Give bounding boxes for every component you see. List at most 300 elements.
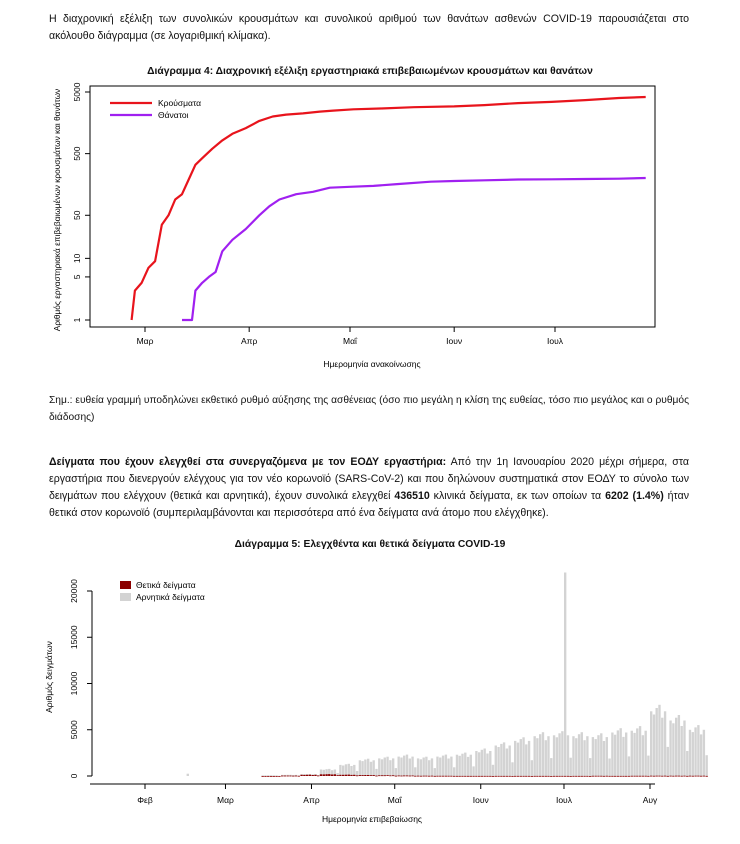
chart5-bar-positive (431, 776, 433, 777)
chart5-bar-negative (511, 762, 513, 776)
chart5-bar-positive (328, 774, 330, 776)
chart5-bar-positive (350, 775, 352, 776)
chart5-bar-negative (545, 740, 547, 776)
chart5-bar-positive (406, 776, 408, 777)
chart5-bar-negative (359, 760, 361, 776)
chart5-bar-positive (273, 776, 275, 777)
chart5-bar-negative (581, 732, 583, 776)
chart5-bar-positive (647, 776, 649, 777)
chart5-bar-positive (536, 776, 538, 777)
samples-total: 436510 (394, 490, 430, 502)
chart5-bar-positive (478, 776, 480, 777)
chart4-x-tick-label: Ιουλ (547, 336, 563, 346)
chart5-bar-negative (661, 718, 663, 776)
chart5-bar-positive (339, 775, 341, 776)
chart5-bar-negative (339, 765, 341, 776)
chart5-bar-negative (689, 730, 691, 776)
chart5-bar-positive (636, 776, 638, 777)
chart5-bar-positive (492, 776, 494, 777)
chart5-bar-negative (445, 755, 447, 776)
chart5-bar-positive (522, 776, 524, 777)
chart5-bar-negative (406, 755, 408, 776)
chart5-bar-positive (270, 776, 272, 777)
chart5-bar-negative (461, 754, 463, 776)
chart5-bar-negative (398, 757, 400, 776)
chart5-bar-negative (439, 758, 441, 777)
chart5-bar-positive (373, 775, 375, 776)
chart5-bar-positive (550, 776, 552, 777)
chart5-bar-negative (478, 752, 480, 776)
chart5-bar-negative (669, 721, 671, 777)
chart5-bar-positive (642, 776, 644, 777)
chart5-bar-negative (595, 739, 597, 776)
chart5-bar-negative (583, 740, 585, 776)
chart5-bar-negative (400, 758, 402, 777)
chart5-bar-negative (631, 731, 633, 776)
chart5-bar-positive (403, 776, 405, 777)
chart5-bar-negative (645, 731, 647, 776)
chart4-legend-label-1: Θάνατοι (158, 110, 189, 120)
chart5-bar-positive (312, 775, 314, 776)
chart5-bar-negative (611, 733, 613, 777)
chart5-bar-positive (386, 775, 388, 776)
chart5-bar-negative (667, 747, 669, 776)
chart5-bar-negative (547, 736, 549, 776)
chart5-bar-negative (395, 768, 397, 776)
chart5-bar-negative (273, 775, 275, 776)
chart5-bar-negative (386, 757, 388, 776)
chart5-bar-positive (572, 776, 574, 777)
chart5-bar-negative (459, 756, 461, 776)
chart5-bar-positive (481, 776, 483, 777)
chart5-bar-positive (575, 776, 577, 777)
chart5-bar-positive (314, 775, 316, 776)
chart5-x-tick-label: Απρ (303, 795, 320, 805)
chart5-bar-negative (470, 755, 472, 776)
chart5-bar-positive (450, 776, 452, 777)
chart4-y-axis-label: Αριθμός εργαστηριακά επιβεβαιωμένων κρουσμάτων και θανάτων (52, 88, 62, 332)
chart5-bar-negative (628, 756, 630, 776)
chart5-bar-negative (361, 761, 363, 776)
chart5-bar-positive (686, 776, 688, 777)
chart5-bar-positive (622, 776, 624, 777)
chart5-bar-negative (553, 735, 555, 776)
chart5-bar-negative (575, 738, 577, 776)
chart5-bar-negative (558, 733, 560, 776)
chart5-bar-positive (525, 776, 527, 777)
chart5-bar-positive (287, 776, 289, 777)
chart5-bar-positive (694, 776, 696, 777)
samples-text-c: ήταν θετικά στον κορωνοϊό (συμπεριλαμβάνονται και περισσότερα από ένα δείγματα ανά άτομο που ελέγχθηκε). (49, 490, 689, 519)
chart5-bar-negative (603, 741, 605, 776)
chart5-bar-positive (570, 776, 572, 777)
chart5-bar-negative (500, 744, 502, 776)
chart5-bar-positive (639, 776, 641, 777)
chart5-bar-positive (658, 776, 660, 777)
chart5-bar-negative (686, 751, 688, 776)
chart5-bar-negative (423, 758, 425, 777)
chart5-legend-swatch-positive (120, 581, 131, 589)
chart5-bar-positive (409, 776, 411, 777)
chart5-bar-positive (631, 776, 633, 777)
chart5-bar-positive (370, 775, 372, 776)
chart5-bar-positive (495, 776, 497, 777)
chart5-bar-negative (350, 766, 352, 776)
chart5-bar-positive (581, 776, 583, 777)
chart5-bar-positive (292, 776, 294, 777)
chart5-bar-positive (661, 776, 663, 777)
chart5-bar-positive (681, 776, 683, 777)
chart5-bar-negative (481, 750, 483, 776)
chart5-bar-positive (486, 776, 488, 777)
chart5-bar-negative (370, 762, 372, 776)
chart5-bar-negative (636, 728, 638, 776)
chart5-bar-positive (664, 776, 666, 777)
chart5-bar-positive (589, 776, 591, 777)
chart5-bar-positive (414, 776, 416, 777)
chart5-bar-positive (428, 776, 430, 777)
chart5-bar-negative (492, 765, 494, 776)
chart5-bar-positive (683, 776, 685, 777)
chart5-bar-positive (356, 775, 358, 776)
chart5-bar-positive (434, 776, 436, 777)
chart5-bar-negative (675, 718, 677, 776)
chart5-bar-negative (453, 767, 455, 776)
chart5-bar-positive (592, 776, 594, 777)
chart5-bar-negative (589, 758, 591, 776)
chart5-bar-negative (506, 749, 508, 777)
chart5-bar-positive (334, 774, 336, 776)
chart5-bar-negative (653, 715, 655, 777)
chart5-bar-negative (550, 758, 552, 776)
chart5-bar-negative (353, 765, 355, 776)
chart5-bar-positive (384, 775, 386, 776)
chart5-bar-positive (517, 776, 519, 777)
chart5-bar-negative (614, 735, 616, 776)
chart5-bar-positive (453, 776, 455, 777)
chart5-bar-positive (509, 776, 511, 777)
chart5-bar-negative (525, 744, 527, 776)
chart5-bar-positive (625, 776, 627, 777)
chart5-bar-positive (289, 776, 291, 777)
chart4-y-tick-label: 10 (72, 253, 82, 264)
chart5-bar-negative (475, 751, 477, 776)
chart5-bar-positive (675, 776, 677, 777)
chart5-bar-positive (497, 776, 499, 777)
chart5-bar-negative (539, 734, 541, 776)
chart5-bar-negative (428, 760, 430, 776)
chart5-bar-positive (628, 776, 630, 777)
chart5-y-tick-label: 5000 (69, 720, 79, 740)
chart5-bar-positive (425, 776, 427, 777)
chart5-bar-negative (531, 760, 533, 776)
chart5-y-tick-label: 20000 (69, 579, 79, 603)
chart5-bar-positive (489, 776, 491, 777)
chart5-x-axis-label: Ημερομηνία επιβεβαίωσης (321, 814, 423, 824)
chart5-bar-negative (403, 756, 405, 776)
chart5-bar-negative (642, 735, 644, 776)
chart5-bar-negative (658, 705, 660, 776)
chart5-bar-positive (578, 776, 580, 777)
chart5-bar-positive (645, 776, 647, 777)
chart5-bar-positive (706, 776, 708, 777)
chart4-y-tick-label: 5 (72, 274, 82, 280)
chart5-bar-negative (342, 766, 344, 777)
chart5-bar-negative (436, 757, 438, 776)
chart5-bar-positive (608, 776, 610, 777)
chart5-bar-negative (694, 727, 696, 776)
chart5-bar-negative (378, 758, 380, 776)
chart5-bar-negative (262, 775, 264, 776)
chart5-bar-negative (536, 738, 538, 776)
chart5-bar-negative (425, 757, 427, 776)
chart5-bar-positive (295, 776, 297, 777)
chart5-y-axis-label: Αριθμός δειγμάτων (44, 641, 54, 713)
chart5-bar-negative (275, 775, 277, 776)
chart5-bar-negative (267, 775, 269, 776)
chart5-bar-positive (456, 776, 458, 777)
chart5-bar-positive (553, 776, 555, 777)
chart5-bar-positive (650, 776, 652, 777)
chart5-bar-positive (262, 776, 264, 777)
chart5-bar-negative (706, 755, 708, 776)
chart5-bar-negative (495, 746, 497, 777)
chart5-x-tick-label: Αυγ (642, 795, 658, 805)
chart5-bar-negative (650, 711, 652, 776)
chart5-bar-negative (683, 721, 685, 777)
chart5-bar-positive (353, 775, 355, 776)
chart5-x-tick-label: Ιουλ (555, 795, 572, 805)
chart5-bar-positive (284, 776, 286, 777)
chart5-bar-negative (700, 734, 702, 776)
chart5-bar-negative (348, 764, 350, 776)
samples-positive: 6202 (1.4%) (605, 490, 664, 502)
chart5-bar-negative (384, 758, 386, 777)
chart5-bar-negative (692, 732, 694, 776)
chart5-bar-negative (414, 767, 416, 776)
chart5-bar-negative (456, 755, 458, 776)
chart5-bar-negative (606, 737, 608, 776)
chart5-bar-positive (461, 776, 463, 777)
chart5-bar-negative (509, 746, 511, 777)
chart5-bar-positive (348, 775, 350, 776)
chart5-bar-positive (398, 776, 400, 777)
chart4-y-tick-label: 500 (72, 146, 82, 161)
chart5-bar-positive (620, 776, 622, 777)
chart5-bar-positive (614, 776, 616, 777)
chart5-bar-positive (359, 775, 361, 776)
chart5-bar-negative (472, 766, 474, 776)
chart5-bar-positive (678, 776, 680, 777)
chart5-bar-positive (281, 776, 283, 777)
chart5-bar-negative (678, 715, 680, 776)
chart5-bar-negative (556, 737, 558, 776)
chart5-bar-negative (697, 725, 699, 776)
chart5-bar-negative (464, 753, 466, 776)
chart5-bar-positive (531, 776, 533, 777)
chart4-title: Διάγραμμα 4: Διαχρονική εξέλιξη εργαστηριακά επιβεβαιωμένων κρουσμάτων και θανάτων (147, 66, 593, 77)
chart5-bar-negative (620, 728, 622, 776)
samples-text-b: κλινικά δείγματα, εκ των οποίων τα (429, 490, 606, 502)
chart5-bar-negative (672, 723, 674, 776)
chart5-bar-negative (375, 769, 377, 776)
chart5-bar-positive (436, 776, 438, 777)
chart5-bar-negative (592, 737, 594, 776)
chart5-bar-positive (475, 776, 477, 777)
chart5-bar-positive (464, 776, 466, 777)
chart5-bar-positive (603, 776, 605, 777)
chart5-bar-negative (517, 743, 519, 776)
chart5-bar-negative (522, 737, 524, 776)
chart5-y-tick-label: 0 (69, 773, 79, 779)
chart5-bar-positive (500, 776, 502, 777)
chart5-bar-positive (459, 776, 461, 777)
chart5-bar-positive (520, 776, 522, 777)
chart5-bar-positive (392, 775, 394, 776)
chart5-bar-positive (411, 776, 413, 777)
chart5-x-tick-label: Μαρ (217, 795, 234, 805)
chart5-bar-positive (361, 775, 363, 776)
chart5-bar-positive (442, 776, 444, 777)
chart5-bar-positive (484, 776, 486, 777)
chart5-y-tick-label: 15000 (69, 625, 79, 650)
chart5-bar-positive (337, 775, 339, 776)
chart5-bar-negative (484, 749, 486, 777)
chart5-bar-positive (703, 776, 705, 777)
chart5-bar-negative (681, 726, 683, 776)
chart5-bar-negative (434, 768, 436, 776)
chart5-bar-negative (364, 760, 366, 777)
chart5-bar-positive (672, 776, 674, 777)
chart5-bar-positive (567, 776, 569, 777)
chart5-bar-negative (356, 771, 358, 776)
chart5-bar-negative (486, 754, 488, 777)
chart5-bar-positive (606, 776, 608, 777)
chart5-bar-positive (400, 776, 402, 777)
chart5-bar-negative (570, 758, 572, 776)
chart5-bar-negative (542, 732, 544, 776)
chart5-bar-positive (275, 776, 277, 777)
chart5-bar-positive (600, 776, 602, 777)
chart5-bar-positive (564, 776, 566, 777)
chart5-bar-negative (450, 757, 452, 776)
chart5-bar-negative (367, 759, 369, 776)
chart5-bar-positive (633, 776, 635, 777)
chart5-bar-negative (647, 756, 649, 776)
chart5-bar-positive (561, 776, 563, 777)
chart5-bar-negative (420, 759, 422, 776)
chart5-bar-negative (270, 775, 272, 776)
chart5-bar-positive (511, 776, 513, 777)
chart5-bar-negative (489, 751, 491, 776)
chart5-bar-positive (539, 776, 541, 777)
chart5-bar-positive (472, 776, 474, 777)
chart5-legend-swatch-negative (120, 593, 131, 601)
chart4-x-tick-label: Μαΐ (343, 336, 357, 346)
chart5-bar-positive (320, 774, 322, 776)
chart5-bar-positive (586, 776, 588, 777)
chart5-bar-positive (503, 776, 505, 777)
chart5-bar-positive (534, 776, 536, 777)
chart5-bar-positive (556, 776, 558, 777)
chart5-bar-negative (389, 760, 391, 776)
chart5-bar-positive (689, 776, 691, 777)
chart5-bar-negative (656, 708, 658, 776)
chart5-y-tick-label: 10000 (69, 671, 79, 696)
chart5-bar-negative (520, 739, 522, 776)
chart5-bar-negative (417, 758, 419, 776)
chart5-bar-negative (431, 758, 433, 776)
chart5-bar-positive (669, 776, 671, 777)
chart4-x-tick-label: Μαρ (136, 336, 154, 346)
chart5-bar-positive (325, 774, 327, 776)
chart5-bar-negative (567, 735, 569, 776)
chart5-bar-positive (700, 776, 702, 777)
chart5-bar-positive (583, 776, 585, 777)
chart5-bar-negative (608, 759, 610, 777)
chart5-bar-positive (692, 776, 694, 777)
chart5-bar-positive (545, 776, 547, 777)
chart5-bar-negative (625, 733, 627, 777)
chart5-legend-label-positive: Θετικά δείγματα (136, 580, 196, 590)
chart5-bar-positive (653, 776, 655, 777)
chart5-bar-positive (470, 776, 472, 777)
chart5-bar-positive (364, 775, 366, 776)
chart4-x-tick-label: Απρ (240, 336, 258, 346)
chart5-bar-negative (578, 734, 580, 776)
chart5-bar-negative (600, 733, 602, 776)
chart4-x-tick-label: Ιουν (446, 336, 463, 346)
chart5-bar-negative (664, 711, 666, 776)
chart5-bar-positive (447, 776, 449, 777)
chart5-title: Διάγραμμα 5: Ελεγχθέντα και θετικά δείγματα COVID-19 (234, 539, 506, 550)
chart5-bar-negative (442, 756, 444, 776)
chart5-bar-positive (420, 776, 422, 777)
note-text: Σημ.: ευθεία γραμμή υποδηλώνει εκθετικό ρυθμό αύξησης της ασθένειας (όσο πιο μεγάλη η κλίση της ευθείας, τόσο πιο μεγάλος και ο ρυθμός διάδοσης) (49, 395, 689, 423)
chart5-bar-positive (667, 776, 669, 777)
chart5-bar-positive (595, 776, 597, 777)
chart5-bar-negative (503, 742, 505, 776)
chart4-legend-label-0: Κρούσματα (158, 98, 202, 108)
chart5-bar-positive (547, 776, 549, 777)
chart5-bar-positive (367, 775, 369, 776)
chart5-bar-positive (317, 776, 319, 777)
chart5-bar-positive (467, 776, 469, 777)
chart5-bar-positive (378, 775, 380, 776)
chart5-bar-positive (264, 776, 266, 777)
chart4-y-tick-label: 50 (72, 210, 82, 221)
chart5-bar-positive (542, 776, 544, 777)
chart5-bar-positive (558, 776, 560, 777)
chart5-bar-positive (300, 775, 302, 776)
chart5-bar-negative (409, 759, 411, 777)
chart5-bar-negative (373, 760, 375, 776)
chart5-bar-positive (528, 776, 530, 777)
chart5-bar-negative (264, 775, 266, 776)
chart5-bar-positive (267, 776, 269, 777)
chart5-bar-positive (342, 775, 344, 776)
chart5-bar-negative (703, 730, 705, 776)
chart5-bar-negative (622, 737, 624, 776)
chart4-y-tick-label: 1 (72, 317, 82, 323)
chart5-bar-negative (597, 735, 599, 776)
chart5-bar-negative (639, 726, 641, 776)
chart5-bar-negative (345, 764, 347, 776)
chart5-bar-positive (298, 776, 300, 777)
chart5-bar-negative (572, 736, 574, 776)
chart5-bar-negative (514, 741, 516, 776)
chart5-bar-positive (381, 775, 383, 776)
